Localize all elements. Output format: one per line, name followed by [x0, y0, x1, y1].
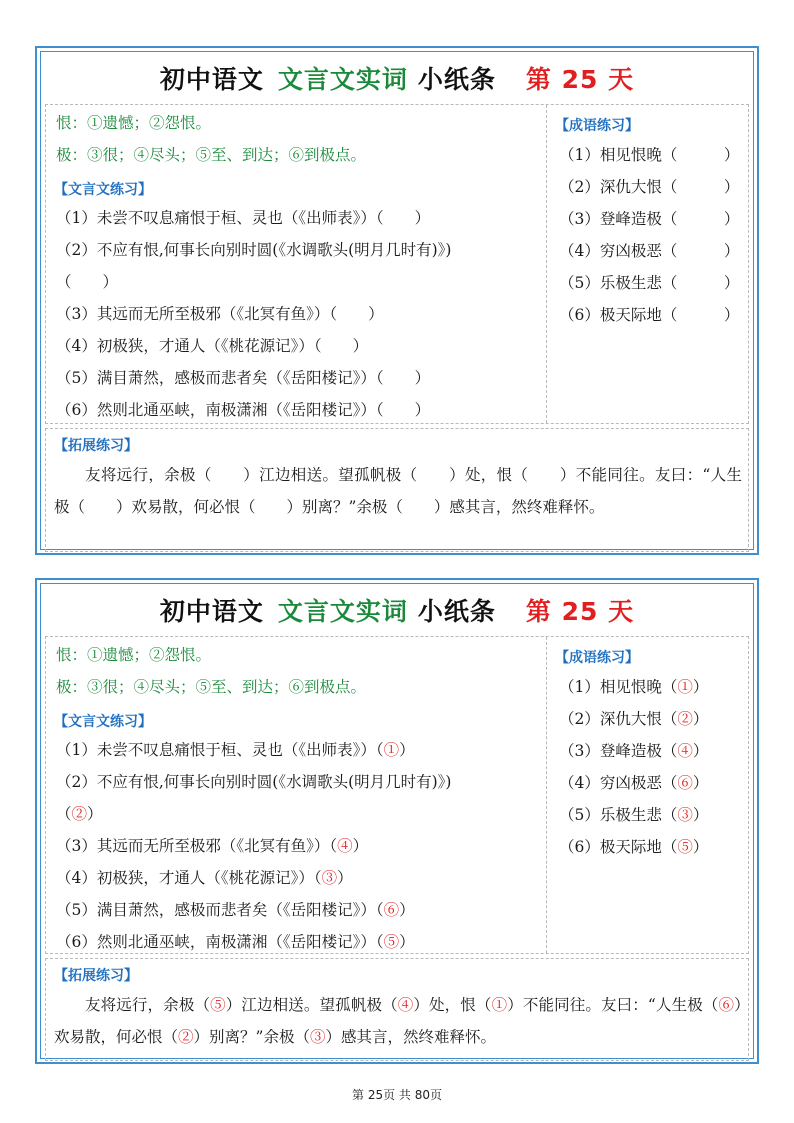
title-topic: 文言文实词: [277, 65, 408, 94]
answer-mark: ⑤: [210, 996, 226, 1014]
classical-item: （5）满目萧然，感极而悲者矣（《岳阳楼记》）（ ）: [56, 369, 431, 387]
definition-ji: 极：③很；④尽头；⑤至、到达；⑥到极点。: [56, 146, 367, 164]
idiom-item: （2）深仇大恨（ ）: [559, 178, 740, 196]
item-end: ）: [692, 838, 709, 856]
idiom-answer-item: [559, 741, 708, 761]
item-end: ）: [692, 806, 709, 824]
item-end: ）: [692, 678, 709, 696]
section-classical-label: 【文言文练习】: [54, 182, 152, 198]
classical-answer-item: [56, 836, 368, 856]
title-subject: 初中语文: [159, 65, 264, 94]
item-end: ）: [692, 742, 709, 760]
idiom-item: （3）登峰造极（ ）: [559, 210, 740, 228]
section-classical-label: 【文言文练习】: [54, 714, 152, 730]
ext-text-seg: ）欢易散，何必恨（: [54, 996, 742, 1046]
card-title: [41, 52, 753, 104]
classical-answer-item: [56, 772, 451, 792]
idiom-answer-item: [559, 805, 708, 825]
title-subject: 初中语文: [159, 597, 264, 626]
item-text: （2）不应有恨,何事长向别时圆(《水调歌头(明月几时有)》): [56, 773, 452, 791]
section-extension-label: 【拓展练习】: [54, 968, 138, 984]
item-text: （3）登峰造极（: [559, 742, 678, 760]
idiom-item: （6）极天际地（ ）: [559, 306, 740, 324]
classical-item: （ ）: [56, 273, 119, 291]
answer-mark: ④: [397, 996, 414, 1014]
item-text: （6）然则北通巫峡，南极潇湘（《岳阳楼记》）（: [56, 933, 384, 951]
item-end: ）: [692, 710, 709, 728]
card-title: [41, 584, 753, 636]
item-text: （6）极天际地（: [559, 838, 678, 856]
idiom-item: （4）穷凶极恶（ ）: [559, 242, 740, 260]
item-text: （: [56, 805, 72, 823]
item-text: （2）深仇大恨（: [559, 710, 678, 728]
answer-mark: ⑥: [718, 996, 735, 1014]
classical-column: [46, 637, 547, 953]
section-idiom-label: 【成语练习】: [555, 118, 639, 134]
answer-mark: ④: [337, 837, 353, 855]
idiom-answer-item: [559, 773, 708, 793]
answer-mark: ②: [677, 710, 693, 728]
extension-box: [45, 428, 749, 552]
classical-item: （4）初极狭，才通人（《桃花源记》）（ ）: [56, 337, 369, 355]
definition-hen: 恨：①遗憾；②怨恨。: [56, 646, 212, 664]
extension-answer-paragraph: [54, 989, 742, 1053]
extension-paragraph: 友将远行，余极（ ）江边相送。望孤帆极（ ）处，恨（ ）不能同往。友曰：“人生极（ ）欢易散，何必恨（ ）别离？”余极（ ）感其言，然终难释怀。: [54, 466, 742, 516]
answer-mark: ④: [677, 742, 693, 760]
title-type: 小纸条: [417, 597, 496, 626]
item-end: ）: [337, 869, 353, 887]
answer-card-inner: [40, 583, 754, 1059]
exercise-card: [35, 46, 759, 555]
idiom-item: （1）相见恨晚（ ）: [559, 146, 740, 164]
idiom-column: [547, 637, 748, 953]
exercise-body: [45, 104, 749, 424]
title-type: 小纸条: [417, 65, 496, 94]
classical-answer-item: [56, 804, 103, 824]
answer-mark: ②: [178, 1028, 194, 1046]
item-text: （3）其远而无所至极邪（《北冥有鱼》）（: [56, 837, 338, 855]
answer-mark: ③: [677, 806, 693, 824]
ext-text-seg: ）江边相送。望孤帆极（: [225, 996, 398, 1014]
item-text: （1）相见恨晚（: [559, 678, 678, 696]
page-footer: 第 25页 共 80页: [352, 1088, 442, 1102]
answer-mark: ③: [321, 869, 338, 887]
answer-mark: ⑤: [677, 838, 693, 856]
idiom-answer-item: [559, 709, 708, 729]
item-end: ）: [399, 741, 415, 759]
item-text: （1）未尝不叹息痛恨于桓、灵也（《出师表》）（: [56, 741, 384, 759]
classical-item: （2）不应有恨,何事长向别时圆(《水调歌头(明月几时有)》): [56, 241, 452, 259]
classical-item: （3）其远而无所至极邪（《北冥有鱼》）（ ）: [56, 305, 384, 323]
answer-mark: ①: [383, 741, 400, 759]
answer-mark: ①: [677, 678, 693, 696]
ext-text-seg: ）别离？”余极（: [193, 1028, 310, 1046]
answer-mark: ⑥: [677, 774, 693, 792]
classical-answer-item: [56, 932, 415, 952]
idiom-answer-item: [559, 837, 708, 857]
item-text: （5）乐极生悲（: [559, 806, 678, 824]
section-extension-label: 【拓展练习】: [54, 438, 138, 454]
answer-mark: ③: [309, 1028, 326, 1046]
item-end: ）: [352, 837, 369, 855]
definition-ji: 极：③很；④尽头；⑤至、到达；⑥到极点。: [56, 678, 367, 696]
answer-mark: ①: [491, 996, 508, 1014]
classical-item: （1）未尝不叹息痛恨于桓、灵也（《出师表》）（ ）: [56, 209, 431, 227]
answer-mark: ⑤: [383, 933, 400, 951]
answer-body: [45, 636, 749, 954]
idiom-column: [547, 105, 748, 423]
item-end: ）: [692, 774, 709, 792]
exercise-card-inner: [40, 51, 754, 550]
classical-item: （6）然则北通巫峡，南极潇湘（《岳阳楼记》）（ ）: [56, 401, 431, 419]
section-idiom-label: 【成语练习】: [555, 650, 639, 666]
definition-hen: 恨：①遗憾；②怨恨。: [56, 114, 212, 132]
idiom-item: （5）乐极生悲（ ）: [559, 274, 740, 292]
item-text: （5）满目萧然，感极而悲者矣（《岳阳楼记》）（: [56, 901, 384, 919]
title-topic: 文言文实词: [277, 597, 408, 626]
classical-column: [46, 105, 547, 423]
classical-answer-item: [56, 900, 415, 920]
classical-answer-item: [56, 868, 353, 888]
item-text: （4）初极狭，才通人（《桃花源记》）（: [56, 869, 322, 887]
item-end: ）: [399, 901, 415, 919]
ext-text-seg: 友将远行，余极（: [85, 996, 211, 1014]
title-day: 第 25 天: [525, 597, 635, 626]
answer-card: [35, 578, 759, 1064]
idiom-answer-item: [559, 677, 708, 697]
item-end: ）: [399, 933, 415, 951]
item-end: ）: [87, 805, 103, 823]
ext-text-seg: ）感其言，然终难释怀。: [325, 1028, 496, 1046]
title-day: 第 25 天: [525, 65, 635, 94]
ext-text-seg: ）不能同往。友曰：“人生极（: [507, 996, 719, 1014]
classical-answer-item: [56, 740, 415, 760]
ext-text-seg: ）处，恨（: [413, 996, 492, 1014]
extension-box: [45, 958, 749, 1061]
item-text: （4）穷凶极恶（: [559, 774, 678, 792]
answer-mark: ⑥: [383, 901, 400, 919]
answer-mark: ②: [71, 805, 88, 823]
